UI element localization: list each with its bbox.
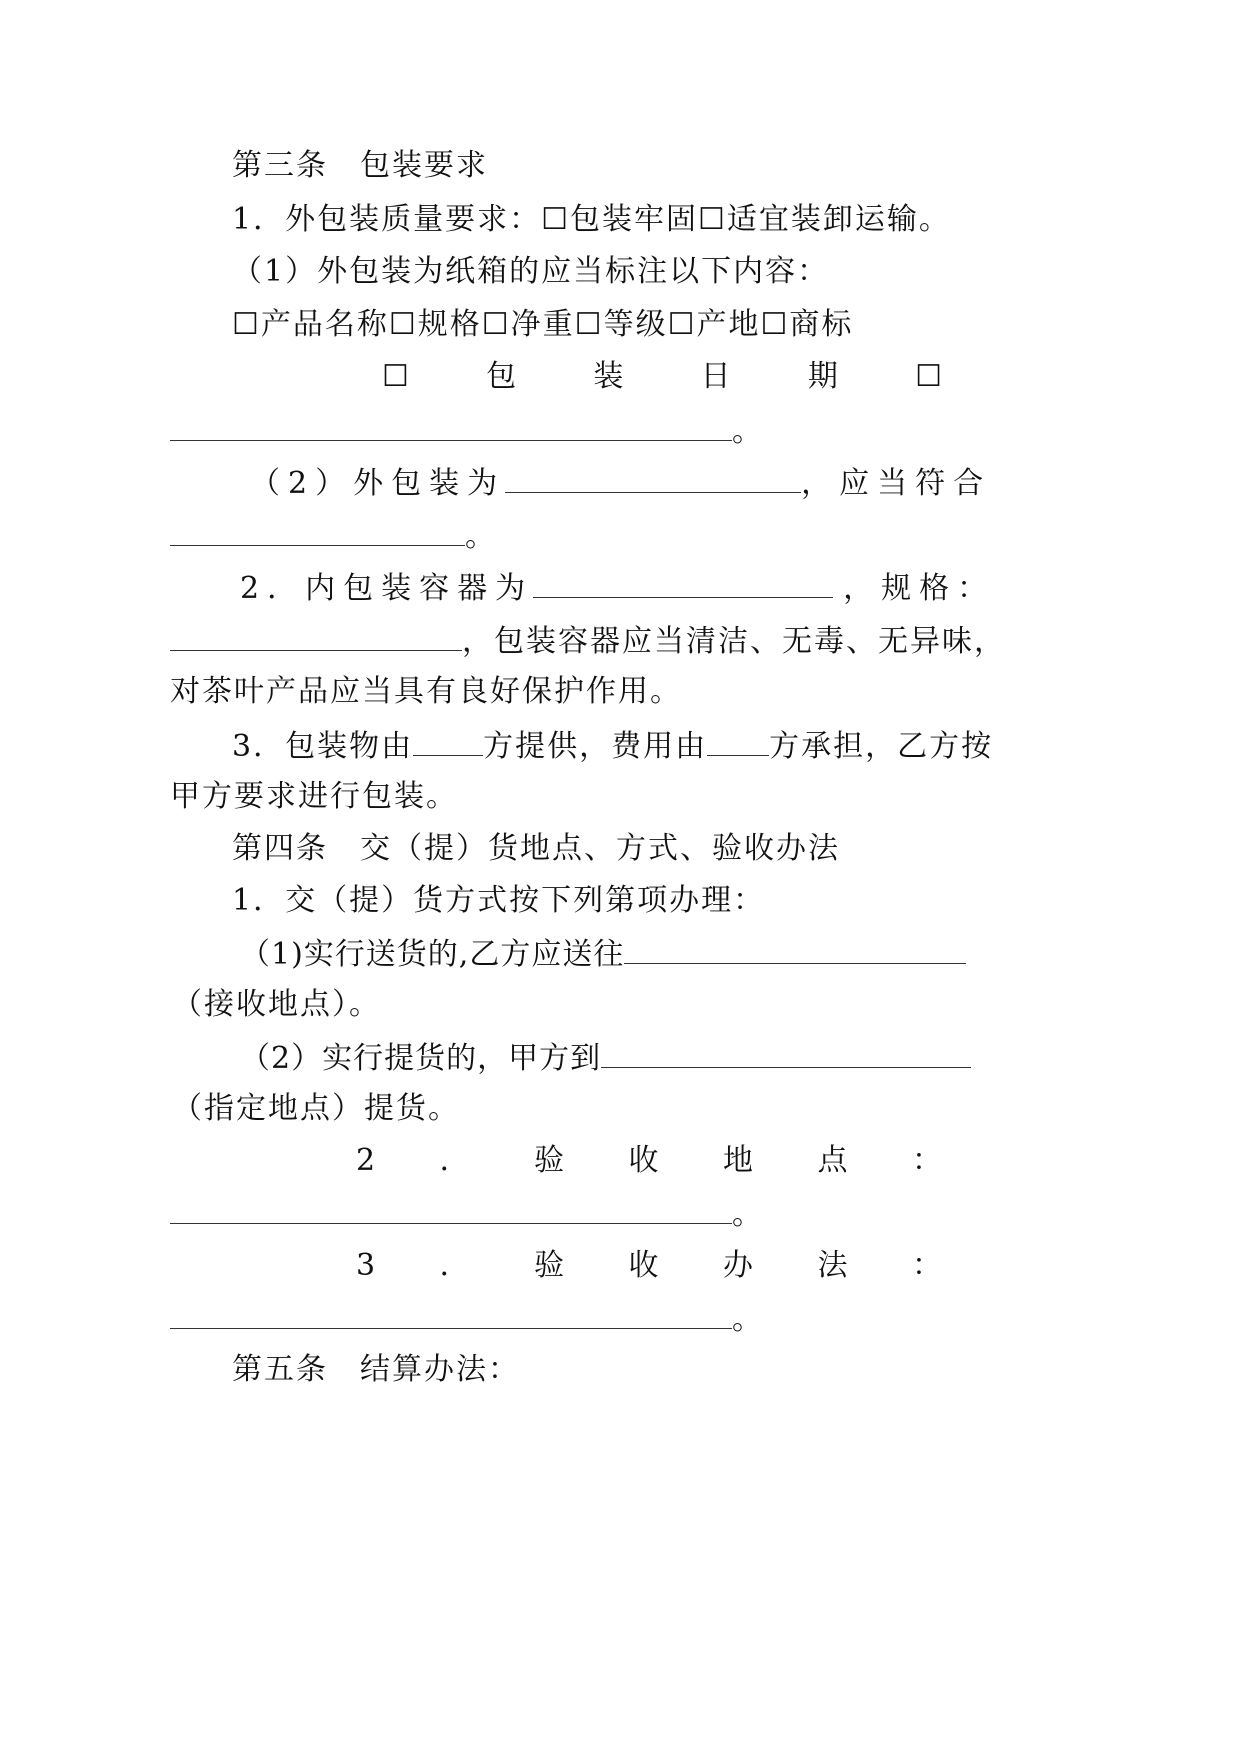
- inner-container-line: [240, 567, 995, 609]
- protection-requirement: 对茶叶产品应当具有良好保护作用。: [170, 674, 682, 709]
- fill-blank[interactable]: [601, 1037, 971, 1068]
- carton-label-intro: （1）外包装为纸箱的应当标注以下内容：: [232, 254, 830, 289]
- carton-label-options: ☐产品名称☐规格☐净重☐等级☐产地☐商标: [232, 307, 854, 342]
- inner-container-requirement: [170, 620, 1006, 662]
- fill-blank[interactable]: [533, 567, 833, 598]
- fill-blank[interactable]: [505, 462, 801, 493]
- outer-packaging-quality: 1．外包装质量要求：☐包装牢固☐适宜装卸运输。: [232, 202, 951, 237]
- packaging-date-line: [382, 357, 942, 397]
- spread-char: ．: [439, 1248, 470, 1283]
- spread-char: ：: [912, 1248, 942, 1283]
- spread-char: 3: [356, 1248, 376, 1283]
- spread-char: 验: [534, 1248, 565, 1283]
- blank-line: [170, 1298, 764, 1340]
- spread-char: 2: [356, 1143, 376, 1178]
- text-segment: （1)实行送货的,乙方应送往: [240, 937, 625, 972]
- text-segment: 方承担，乙方按: [769, 729, 994, 764]
- inspection-method-line: [356, 1246, 942, 1286]
- text-segment: ，包装容器应当清洁、无毒、无异味，: [462, 624, 1006, 659]
- spread-char: 地: [723, 1143, 754, 1178]
- spread-char: 装: [593, 359, 624, 394]
- text-segment: （2）外包装为: [250, 466, 506, 501]
- packaging-by-requirement: 甲方要求进行包装。: [170, 779, 458, 814]
- checkbox-mark: ☐: [382, 359, 409, 394]
- text-segment: ，应当符合: [801, 466, 992, 501]
- article-4-heading: 第四条 交（提）货地点、方式、验收办法: [232, 831, 840, 866]
- blank-line: [170, 410, 764, 452]
- delivery-method-intro: 1．交（提）货方式按下列第项办理：: [232, 883, 766, 918]
- spread-char: 日: [700, 359, 731, 394]
- fill-blank[interactable]: [170, 1298, 732, 1329]
- text-segment: ，规格：: [843, 571, 996, 606]
- text-segment: 2．内包装容器为: [240, 571, 534, 606]
- delivery-option-1: [240, 933, 966, 975]
- checkbox-mark: ☐: [915, 359, 942, 394]
- article-3-heading: 第三条 包装要求: [232, 148, 488, 183]
- spread-char: 法: [817, 1248, 848, 1283]
- fill-blank[interactable]: [624, 933, 966, 964]
- blank-line: [170, 515, 497, 557]
- designated-location-note: （指定地点）提货。: [172, 1091, 460, 1126]
- article-5-heading: 第五条 结算办法：: [232, 1352, 520, 1387]
- spread-char: 收: [628, 1143, 659, 1178]
- fill-blank[interactable]: [170, 515, 465, 546]
- fill-blank[interactable]: [170, 1193, 732, 1224]
- spread-char: 验: [534, 1143, 565, 1178]
- spread-char: 包: [486, 359, 517, 394]
- period: 。: [732, 1302, 764, 1337]
- text-segment: 方提供，费用由: [483, 729, 708, 764]
- outer-packaging-type: [250, 462, 991, 504]
- spread-char: 收: [628, 1248, 659, 1283]
- packaging-material-line: [232, 725, 993, 767]
- spread-char: ．: [439, 1143, 470, 1178]
- inspection-location-line: [356, 1141, 942, 1181]
- spread-char: ：: [912, 1143, 942, 1178]
- blank-line: [170, 1193, 764, 1235]
- pickup-option-2: [240, 1037, 971, 1079]
- fill-blank[interactable]: [413, 725, 483, 756]
- fill-blank[interactable]: [170, 620, 462, 651]
- fill-blank[interactable]: [170, 410, 732, 441]
- text-segment: 3．包装物由: [232, 729, 414, 764]
- spread-char: 办: [723, 1248, 754, 1283]
- period: 。: [465, 519, 497, 554]
- spread-char: 点: [817, 1143, 848, 1178]
- period: 。: [732, 1197, 764, 1232]
- text-segment: （2）实行提货的，甲方到: [240, 1041, 602, 1076]
- fill-blank[interactable]: [707, 725, 769, 756]
- period: 。: [732, 414, 764, 449]
- spread-char: 期: [807, 359, 838, 394]
- receiving-location-note: （接收地点）。: [172, 987, 381, 1022]
